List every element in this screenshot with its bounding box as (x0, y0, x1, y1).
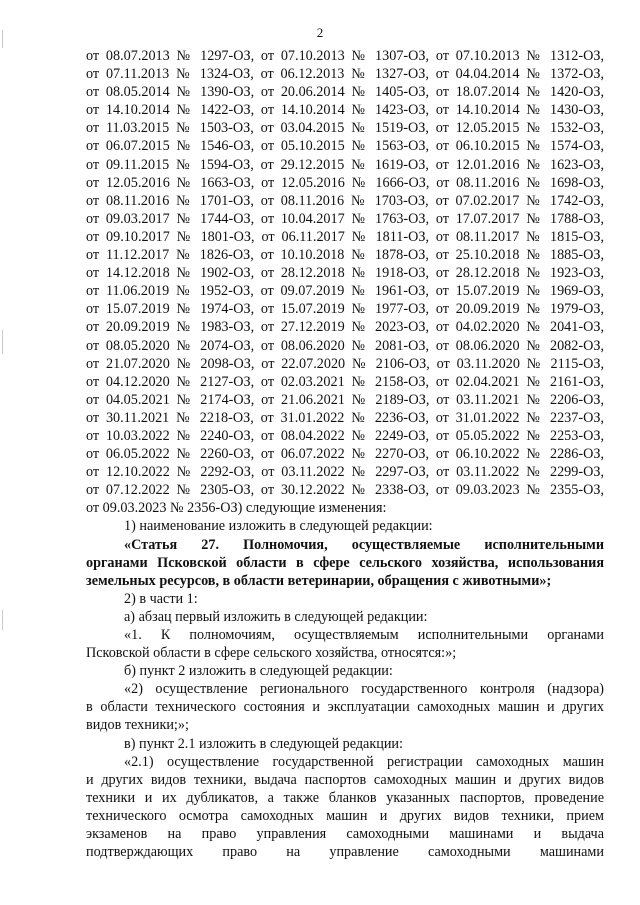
text-line: от 09.03.2017 № 1744-ОЗ, от 10.04.2017 № 1763-ОЗ, от 17.07.2017 № 1788-ОЗ, (86, 210, 604, 227)
text-line: видов техники;»; (86, 717, 189, 734)
text-line: от 08.11.2016 № 1701-ОЗ, от 08.11.2016 № 1703-ОЗ, от 07.02.2017 № 1742-ОЗ, (86, 192, 604, 209)
text-line: подтверждающих право на управление самоходными машинами (86, 844, 604, 861)
text-line: в области технического состояния и эксплуатации самоходных машин и других (86, 699, 604, 716)
quote-2-paragraph (86, 680, 604, 734)
scan-edge-mark (2, 610, 3, 630)
text-line: от 06.05.2022 № 2260-ОЗ, от 06.07.2022 № 2270-ОЗ, от 06.10.2022 № 2286-ОЗ, (86, 446, 604, 463)
text-line: от 20.09.2019 № 1983-ОЗ, от 27.12.2019 № 2023-ОЗ, от 04.02.2020 № 2041-ОЗ, (86, 319, 604, 336)
text-line: «2) осуществление регионального государственного контроля (надзора) (124, 681, 604, 698)
text-line: от 04.05.2021 № 2174-ОЗ, от 21.06.2021 № 2189-ОЗ, от 03.11.2021 № 2206-ОЗ, (86, 391, 604, 408)
page-number: 2 (316, 25, 324, 40)
quote-1-paragraph (86, 626, 604, 662)
text-line: 2) в части 1: (124, 590, 198, 607)
text-line: от 04.12.2020 № 2127-ОЗ, от 02.03.2021 № 2158-ОЗ, от 02.04.2021 № 2161-ОЗ, (86, 373, 604, 390)
article-title-paragraph (86, 536, 604, 590)
text-line: «2.1) осуществление государственной регистрации самоходных машин (124, 753, 604, 770)
text-line: органами Псковской области в сфере сельского хозяйства, использования (86, 554, 604, 571)
quote-2-1-paragraph (86, 753, 604, 862)
text-line: от 14.10.2014 № 1422-ОЗ, от 14.10.2014 № 1423-ОЗ, от 14.10.2014 № 1430-ОЗ, (86, 102, 604, 119)
item-2b-paragraph (86, 662, 604, 680)
text-line: от 12.10.2022 № 2292-ОЗ, от 03.11.2022 № 2297-ОЗ, от 03.11.2022 № 2299-ОЗ, (86, 464, 604, 481)
text-line: от 11.06.2019 № 1952-ОЗ, от 09.07.2019 № 1961-ОЗ, от 15.07.2019 № 1969-ОЗ, (86, 283, 604, 300)
text-line: от 10.03.2022 № 2240-ОЗ, от 08.04.2022 № 2249-ОЗ, от 05.05.2022 № 2253-ОЗ, (86, 427, 604, 444)
text-line: от 09.03.2023 № 2356-ОЗ) следующие изменения: (86, 500, 387, 517)
text-line: от 09.10.2017 № 1801-ОЗ, от 06.11.2017 № 1811-ОЗ, от 08.11.2017 № 1815-ОЗ, (86, 228, 604, 245)
text-line: от 11.12.2017 № 1826-ОЗ, от 10.10.2018 № 1878-ОЗ, от 25.10.2018 № 1885-ОЗ, (86, 247, 604, 264)
text-line: от 14.12.2018 № 1902-ОЗ, от 28.12.2018 № 1918-ОЗ, от 28.12.2018 № 1923-ОЗ, (86, 265, 604, 282)
scan-edge-mark (2, 330, 3, 354)
text-line: экзаменов на право управления самоходными машинами и выдача (86, 826, 604, 843)
text-line: в) пункт 2.1 изложить в следующей редакции: (124, 735, 403, 752)
item-2a-paragraph (86, 608, 604, 626)
text-line: и других видов техники, выдача паспортов самоходных машин и других видов (86, 771, 604, 788)
text-line: техники и их дубликатов, а также бланков указанных паспортов, проведение (86, 789, 604, 806)
text-line: б) пункт 2 изложить в следующей редакции: (124, 663, 393, 680)
text-line: от 07.11.2013 № 1324-ОЗ, от 06.12.2013 № 1327-ОЗ, от 04.04.2014 № 1372-ОЗ, (86, 66, 604, 83)
text-line: земельных ресурсов, в области ветеринарии, обращения с животными»; (86, 572, 552, 589)
text-line: 1) наименование изложить в следующей редакции: (124, 518, 433, 535)
document-body (86, 47, 604, 861)
text-line: от 08.05.2020 № 2074-ОЗ, от 08.06.2020 № 2081-ОЗ, от 08.06.2020 № 2082-ОЗ, (86, 337, 604, 354)
amendments-list-paragraph (86, 47, 604, 517)
item-1-paragraph (86, 517, 604, 535)
text-line: от 09.11.2015 № 1594-ОЗ, от 29.12.2015 № 1619-ОЗ, от 12.01.2016 № 1623-ОЗ, (86, 156, 604, 173)
text-line: от 08.05.2014 № 1390-ОЗ, от 20.06.2014 № 1405-ОЗ, от 18.07.2014 № 1420-ОЗ, (86, 84, 604, 101)
text-line: технического осмотра самоходных машин и других видов техники, прием (86, 807, 604, 824)
text-line: от 08.07.2013 № 1297-ОЗ, от 07.10.2013 № 1307-ОЗ, от 07.10.2013 № 1312-ОЗ, (86, 48, 604, 64)
item-2-paragraph (86, 590, 604, 608)
item-2c-paragraph (86, 735, 604, 753)
text-line: от 11.03.2015 № 1503-ОЗ, от 03.04.2015 № 1519-ОЗ, от 12.05.2015 № 1532-ОЗ, (86, 120, 604, 137)
text-line: «Статья 27. Полномочия, осуществляемые исполнительными (124, 536, 604, 553)
text-line: от 30.11.2021 № 2218-ОЗ, от 31.01.2022 № 2236-ОЗ, от 31.01.2022 № 2237-ОЗ, (86, 409, 604, 426)
text-line: а) абзац первый изложить в следующей редакции: (124, 608, 428, 625)
text-line: от 06.07.2015 № 1546-ОЗ, от 05.10.2015 № 1563-ОЗ, от 06.10.2015 № 1574-ОЗ, (86, 138, 604, 155)
text-line: от 15.07.2019 № 1974-ОЗ, от 15.07.2019 № 1977-ОЗ, от 20.09.2019 № 1979-ОЗ, (86, 301, 604, 318)
text-line: от 07.12.2022 № 2305-ОЗ, от 30.12.2022 № 2338-ОЗ, от 09.03.2023 № 2355-ОЗ, (86, 482, 604, 499)
text-line: Псковской области в сфере сельского хозяйства, относятся:»; (86, 645, 457, 662)
text-line: от 12.05.2016 № 1663-ОЗ, от 12.05.2016 № 1666-ОЗ, от 08.11.2016 № 1698-ОЗ, (86, 174, 604, 191)
text-line: от 21.07.2020 № 2098-ОЗ, от 22.07.2020 № 2106-ОЗ, от 03.11.2020 № 2115-ОЗ, (86, 355, 604, 372)
text-line: «1. К полномочиям, осуществляемым исполнительными органами (124, 627, 604, 643)
